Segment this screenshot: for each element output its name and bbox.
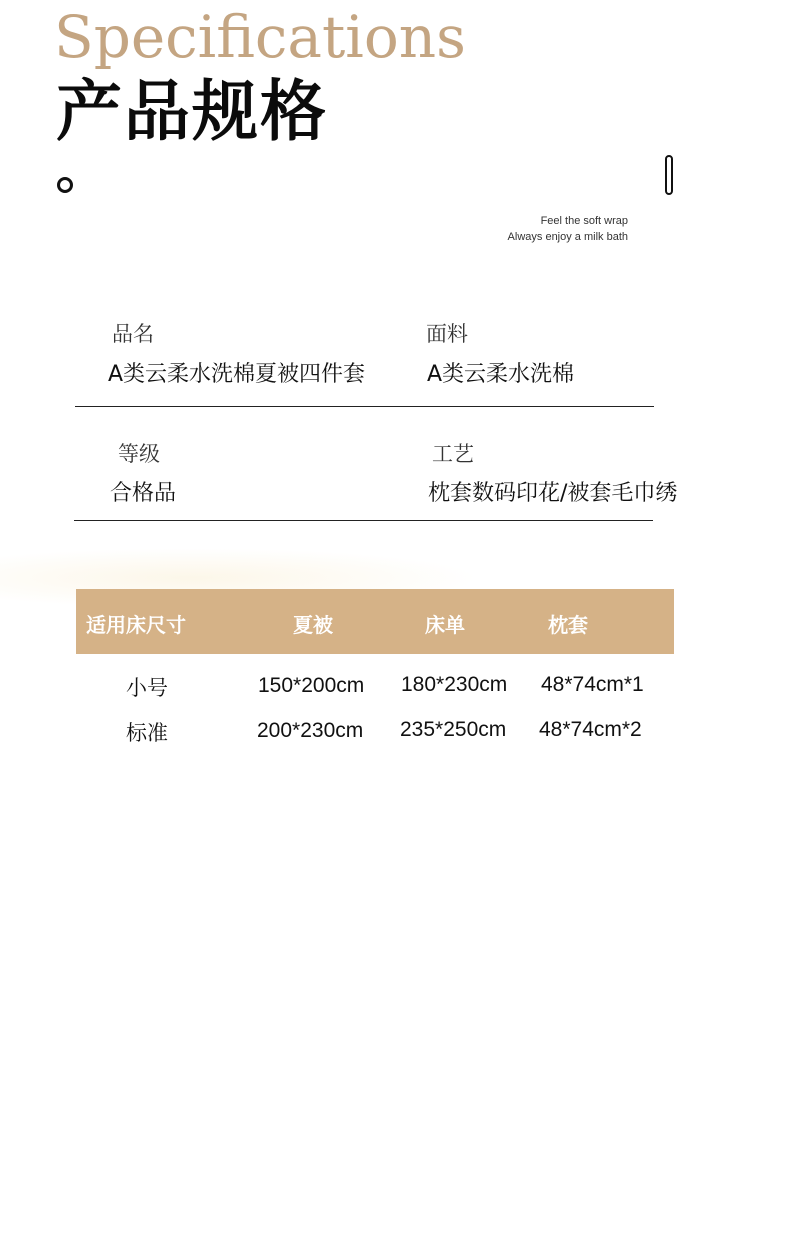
header-bed-size: 适用床尺寸 — [86, 613, 186, 637]
page-title: 产品规格 — [56, 73, 328, 150]
row-size: 小号 — [126, 676, 168, 700]
product-name-label: 品名 — [112, 322, 154, 346]
product-name-value: A类云柔水洗棉夏被四件套 — [108, 362, 366, 387]
row-quilt: 200*230cm — [257, 719, 364, 742]
row-sheet: 235*250cm — [400, 718, 507, 741]
row-pillowcase: 48*74cm*2 — [539, 718, 642, 741]
fabric-label: 面料 — [426, 322, 468, 346]
row-size: 标准 — [126, 721, 168, 745]
row-quilt: 150*200cm — [258, 674, 365, 697]
craft-value: 枕套数码印花/被套毛巾绣 — [428, 481, 678, 506]
circle-dot-icon — [57, 177, 73, 193]
grade-value: 合格品 — [110, 481, 177, 506]
header-bed-sheet: 床单 — [425, 613, 465, 637]
tagline-line-1: Feel the soft wrap — [540, 215, 628, 227]
divider — [74, 520, 653, 521]
fabric-value: A类云柔水洗棉 — [427, 362, 575, 387]
vertical-pill-icon — [665, 155, 673, 195]
grade-label: 等级 — [118, 442, 160, 466]
english-title: Specifications — [54, 3, 466, 71]
size-table-header — [76, 589, 674, 654]
row-pillowcase: 48*74cm*1 — [541, 673, 644, 696]
row-sheet: 180*230cm — [401, 673, 508, 696]
header-pillowcase: 枕套 — [548, 613, 588, 637]
craft-label: 工艺 — [432, 442, 474, 466]
tagline-line-2: Always enjoy a milk bath — [507, 231, 628, 243]
tagline — [508, 213, 628, 245]
header-summer-quilt: 夏被 — [293, 613, 333, 637]
divider — [75, 406, 654, 407]
